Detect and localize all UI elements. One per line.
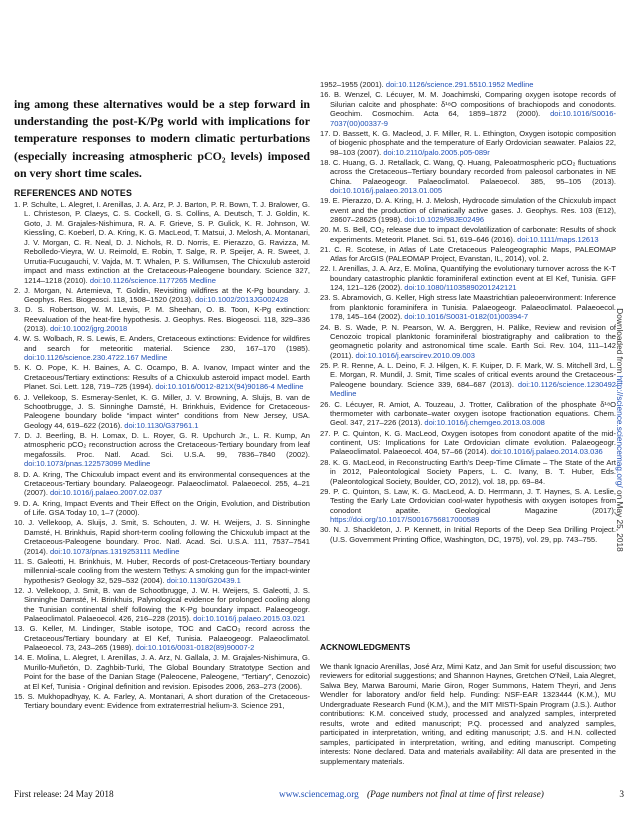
reference-doi-link[interactable]: doi:10.1130/G20439.1: [166, 575, 241, 585]
reference-text: 2. J. Morgan, N. Artemieva, T. Goldin, Revisiting wildfires at the K-Pg boundary. J. Geophys. Res. Biogeosci. 118, 1508–1520 (2013).: [14, 285, 310, 305]
reference-text: 7. D. J. Beerling, B. H. Lomax, D. L. Royer, G. R. Upchurch Jr., L. R. Kump, An atmospheric pCO₂ reconstruction across the Cretaceous-Tertiary boundary from leaf megafossils. Proc. Natl. Acad. Sci. U.S.A. 99, 7836–7840 (2002).: [14, 431, 310, 459]
reference-doi-link[interactable]: doi:10.1016/S0016-7037(00)00337-9: [330, 109, 616, 128]
references-heading: REFERENCES AND NOTES: [14, 188, 133, 198]
download-note-prefix: Downloaded from: [615, 308, 625, 376]
acknowledgments-text: We thank Ignacio Arenillas, José Arz, Mimi Katz, and Jan Smit for useful discussion; two reviewers for editorial suggestions; and Shannon Haynes, Gretchen O'Neil, Laia Alegret, Salwa Bey, Marwa Baroumi, Marie Giron, Roger Summons, Hatem Theyri, and Jens Wendler for laboratory and/or field help. Funding: NSF-EAR 1323444 (K.M.), MU Undergraduate Research Fund (K.M.), and the MIT MISTI-Spain Program (J.S.). Author contributions: K.M. conceived study, processed and analyzed samples, interpreted results, wrote and edited manuscript; P.Q. processed and analyzed samples, participated in interpretation, writing, and editing manuscript; J.S. and H.N. collected samples, participated in interpretation, writing, and editing manuscript. Competing interests: None declared. Data and materials availability: All data are presented in the supplementary materials.: [320, 662, 616, 766]
reference-doi-link[interactable]: doi:10.1016/S0031-0182(01)00394-7: [404, 312, 529, 322]
reference-item: [320, 487, 616, 525]
reference-text: 18. C. Huang, G. J. Retallack, C. Wang, Q. Huang, Paleoatmospheric pCO₂ fluctuations across the Cretaceous–Tertiary boundary recorded from paleosol carbonates in NE China. Palaeogeogr. Palaeoclimatol. Palaeoecol. 385, 95–105 (2013).: [320, 157, 616, 186]
references-list-right: [320, 80, 616, 545]
reference-item: [320, 429, 616, 457]
reference-text: 22. I. Arenillas, J. A. Arz, E. Molina, Quantifying the evolutionary turnover across the K-T boundary catastrophic planktic foraminiferal extinction event at El Kef, Tunisia. GFF 124, 121–126 (2002).: [320, 264, 616, 293]
reference-doi-link[interactable]: https://doi.org/10.1017/S0016756817000589: [330, 515, 480, 525]
reference-doi-link[interactable]: doi:10.1016/j.earscirev.2010.09.003: [355, 350, 475, 360]
reference-item: [320, 458, 616, 486]
reference-doi-link[interactable]: doi:10.1029/98JE02496: [404, 215, 485, 225]
reference-text: 24. B. S. Wade, P. N. Pearson, W. A. Berggren, H. Pälike, Review and revision of Cenozoic tropical planktonic foraminiferal biostratigraphy and calibration to the geomagnetic polarity and astronomical time scale. Earth Sci. Rev. 104, 111–142 (2011).: [320, 322, 616, 360]
reference-item: [320, 80, 616, 89]
reference-item: [320, 90, 616, 128]
reference-doi-link[interactable]: doi:10.1002/jgrg.20018: [50, 324, 128, 334]
acknowledgments-heading: ACKNOWLEDGMENTS: [320, 642, 411, 652]
reference-text: 6. J. Vellekoop, S. Esmeray-Senlet, K. G. Miller, J. V. Browning, A. Sluijs, B. van de Schootbrugge, J. S. Sinninghe Damsté, H. Brinkhuis, Evidence for Cretaceous-Paleogene boundary bolide “impact winter” conditions from New Jersey, USA. Geology 44, 619–622 (2016).: [14, 392, 310, 430]
reference-text: 8. D. A. Kring, The Chicxulub impact event and its environmental consequences at the Cretaceous-Tertiary boundary. Palaeogeogr. Palaeoclimatol. Palaeoecol. 255, 4–21 (2007).: [14, 469, 310, 498]
reference-item: [14, 518, 310, 556]
reference-item: [14, 393, 310, 431]
reference-item: [320, 400, 616, 428]
reference-doi-link[interactable]: doi:10.1073/pnas.122573099 Medline: [24, 459, 151, 469]
reference-item: [14, 305, 310, 333]
reference-item: [320, 264, 616, 292]
reference-text: 21. C. R. Scotese, in Atlas of Late Cretaceous Paleogeographic Maps, PALEOMAP Atlas for ArcGIS (PALEOMAP Project, Evanstan, IL, 2014), vol. 2.: [320, 244, 616, 264]
reference-text: 1. P. Schulte, L. Alegret, I. Arenillas, J. A. Arz, P. J. Barton, P. R. Bown, T. J. Bralower, G. L. Christeson, P. Claeys, C. S. Cockell, G. S. Collins, A. Deutsch, T. J. Goldin, K. Goto, J. M. Grajales-Nishimura, R. A. F. Grieve, S. P. Gulick, K. R. Johnson, W. Kiessling, C. Koeberl, D. A. Kring, K. G. MacLeod, T. Matsui, J. Melosh, A. Montanari, J. V. Morgan, C. R. Neal, D. J. Nichols, R. D. Norris, E. Pierazzo, G. Ravizza, M. Rebolledo-Vieyra, W. U. Reimold, E. Robin, T. Salge, R. P. Speijer, A. R. Sweet, J. Urrutia-Fucugauchi, V. Vajda, M. T. Whalen, P. S. Willumsen, The Chicxulub asteroid impact and mass extinction at the Cretaceous-Paleogene boundary. Science 327, 1214–1218 (2010).: [14, 200, 310, 285]
reference-text: 3. D. S. Robertson, W. M. Lewis, P. M. Sheehan, O. B. Toon, K-Pg extinction: Reevaluation of the heat-fire hypothesis. J. Geophys. Res. Biogeosci. 118, 329–336 (2013).: [14, 305, 310, 334]
references-list-left: [14, 200, 310, 711]
page-footer: [14, 790, 624, 802]
reference-item: [320, 293, 616, 321]
reference-text: 9. D. A. Kring, Impact Events and Their Effect on the Origin, Evolution, and Distribution of Life. GSA Today 10, 1–7 (2000).: [14, 498, 310, 517]
footer-page-number: 3: [619, 790, 624, 800]
reference-item: [14, 586, 310, 624]
reference-item: [320, 158, 616, 196]
reference-item: [14, 286, 310, 305]
reference-doi-link[interactable]: doi:10.1002/2013JG002428: [195, 295, 289, 305]
reference-doi-link[interactable]: doi:10.1126/science.230.4722.167 Medline: [24, 353, 168, 363]
reference-text: 16. B. Wenzel, C. Lécuyer, M. M. Joachimski, Comparing oxygen isotope records of Silurian calcite and phosphate: δ¹⁸O compositions of brachiopods and conodonts. Geochim. Cosmochim. Acta 64, 1859–1872 (2000).: [320, 90, 616, 119]
reference-text: 10. J. Vellekoop, A. Sluijs, J. Smit, S. Schouten, J. W. H. Weijers, J. S. Sinninghe Damsté, H. Brinkhuis, Rapid short-term cooling following the Chicxulub impact at the Cretaceous-Paleogene boundary. Proc. Natl. Acad. Sci. U.S.A. 111, 7537–7541 (2014).: [14, 518, 310, 556]
reference-doi-link[interactable]: doi:10.1111/maps.12613: [517, 234, 599, 244]
reference-item: [14, 692, 310, 711]
download-note-wrapper: [615, 308, 625, 552]
reference-text: 19. E. Pierazzo, D. A. Kring, H. J. Melosh, Hydrocode simulation of the Chicxulub impact event and the production of climatically active gases. J. Geophys. Res. 103 (E12), 28607–28625 (1998).: [320, 196, 616, 225]
reference-doi-link[interactable]: doi:10.1016/j.chemgeo.2013.03.008: [424, 418, 545, 428]
reference-text: 1952–1955 (2001).: [320, 80, 384, 89]
reference-doi-link[interactable]: doi:10.1126/science.1177265 Medline: [89, 275, 216, 285]
reference-item: [320, 361, 616, 399]
reference-item: [14, 499, 310, 518]
download-note-suffix: on May 25, 2018: [615, 487, 625, 552]
reference-doi-link[interactable]: doi:10.1016/0031-0182(89)90007-2: [135, 643, 255, 653]
download-note-link[interactable]: http://science.sciencemag.org/: [615, 375, 625, 488]
reference-item: [320, 323, 616, 361]
reference-text: 5. K. O. Pope, K. H. Baines, A. C. Ocampo, B. A. Ivanov, Impact winter and the Cretaceous/Tertiary extinctions: Results of a Chicxulub asteroid impact model. Earth Planet. Sci. Lett. 128, 719–725 (1994).: [14, 363, 310, 392]
reference-text: 17. D. Bassett, K. G. Macleod, J. F. Miller, R. L. Ethington, Oxygen isotopic composition of biogenic phosphate and the temperature of Early Ordovician seawater. Palaios 22, 98–103 (2007).: [320, 128, 616, 157]
reference-item: [320, 225, 616, 244]
reference-doi-link[interactable]: doi:10.1073/pnas.1319253111 Medline: [50, 546, 180, 556]
reference-text: 26. C. Lécuyer, R. Amiot, A. Touzeau, J. Trotter, Calibration of the phosphate δ¹⁸O thermometer with carbonate–water oxygen isotope fractionation equations. Chem. Geol. 347, 217–226 (2013).: [320, 399, 616, 428]
reference-doi-link[interactable]: doi:10.2110/palo.2005.p05-089r: [383, 147, 490, 157]
reference-text: 13. G. Keller, M. Lindinger, Stable isotope, TOC and CaCO₃ record across the Cretaceous/Tertiary boundary at El Kef, Tunisia. Palaeogeogr. Palaeoclimatol. Palaeoecol. 73, 243–265 (1989).: [14, 624, 310, 653]
footer-release-date: First release: 24 May 2018: [14, 790, 114, 800]
reference-doi-link[interactable]: doi:10.1016/j.palaeo.2015.03.021: [193, 614, 306, 624]
reference-text: 23. S. Abramovich, G. Keller, High stress late Maastrichtian paleoenvironment: Inference from planktonic foraminifera in Tunisia. Palaeogeogr. Palaeoclimatol. Palaeoecol. 178, 145–164 (2002).: [320, 293, 616, 322]
reference-text: 25. P. R. Renne, A. L. Deino, F. J. Hilgen, K. F. Kuiper, D. F. Mark, W. S. Mitchell 3rd, L. E. Morgan, R. Mundil, J. Smit, Time scales of critical events around the Cretaceous-Paleogene boundary. Science 339, 684–687 (2013).: [320, 361, 616, 389]
reference-text: 29. P. C. Quinton, S. Law, K. G. MacLeod, A. D. Herrmann, J. T. Haynes, S. A. Leslie, Testing the Early Late Ordovician cool-water hypothesis with oxygen isotopes from conodont apatite. Geological Magazine (2017);: [320, 486, 616, 515]
reference-text: 20. M. S. Bell, CO₂ release due to impact devolatilization of carbonate: Results of shock experiments. Meteorit. Planet. Sci. 51, 619–646 (2016).: [320, 225, 616, 244]
download-side-note: [614, 270, 626, 590]
reference-text: 15. S. Mukhopadhyay, K. A. Farley, A. Montanari, A short duration of the Cretaceous-Tertiary boundary event: Evidence from extraterrestrial helium-3. Science 291,: [14, 691, 310, 711]
reference-doi-link[interactable]: doi:10.1080/11035890201242121: [404, 283, 517, 293]
reference-item: [14, 431, 310, 469]
footer-page-note: (Page numbers not final at time of first release): [367, 790, 544, 800]
reference-text: 11. S. Galeotti, H. Brinkhuis, M. Huber, Records of post-Cretaceous-Tertiary boundary millennial-scale cooling from the western Tethys: A smoking gun for the impact-winter hypothesis? Geology 32, 529–532 (2004).: [14, 556, 310, 585]
reference-text: 30. N. J. Shackleton, J. P. Kennett, in Initial Reports of the Deep Sea Drilling Project. (U.S. Government Printing Office, Washington, DC, 1975), vol. 29, pp. 743–755.: [320, 525, 616, 544]
reference-doi-link[interactable]: doi:10.1016/j.palaeo.2014.03.036: [490, 447, 603, 457]
footer-url-link[interactable]: www.sciencemag.org: [279, 790, 359, 800]
reference-item: [320, 525, 616, 544]
reference-text: 12. J. Vellekoop, J. Smit, B. van de Schootbrugge, J. W. H. Weijers, S. Galeotti, J. S. Sinninghe Damsté, H. Brinkhuis, Palynological evidence for prolonged cooling along the Tunisian continental shelf following the K-Pg boundary impact. Palaeogeogr. Palaeoclimatol. Palaeoecol. 426, 216–228 (2015).: [14, 585, 310, 624]
reference-item: [14, 653, 310, 691]
reference-item: [14, 624, 310, 652]
reference-text: 27. P. C. Quinton, K. G. MacLeod, Oxygen isotopes from conodont apatite of the mid-continent, US: Implications for Late Ordovician climate evolution. Palaeogeogr. Palaeoclimatol. Palaeoecol. 404, 57–66 (2014).: [320, 428, 616, 457]
reference-doi-link[interactable]: doi:10.1016/0012-821X(94)90186-4 Medline: [155, 382, 304, 392]
reference-item: [14, 470, 310, 498]
reference-text: 14. E. Molina, L. Alegret, I. Arenillas, J. A. Arz, N. Gallala, J. M. Grajales-Nishimura, G. Murillo-Muñetón, D. Zaghbib-Turki, The Global Boundary Stratotype Section and Point for the base of the Danian Stage (Paleocene, Paleogene, “Tertiary”, Cenozoic) at El Kef, Tunisia - Original definition and revision. Episodes 2006, 263–273 (2006).: [14, 653, 310, 691]
reference-item: [320, 245, 616, 264]
reference-item: [14, 363, 310, 391]
reference-item: [320, 129, 616, 157]
reference-doi-link[interactable]: doi:10.1016/j.palaeo.2007.02.037: [50, 488, 163, 498]
reference-item: [14, 334, 310, 362]
reference-doi-link[interactable]: doi:10.1126/science.291.5510.1952 Medline: [385, 80, 534, 89]
intro-paragraph: ing among these alternatives would be a step forward in understanding the post-K/Pg world with implications for temperature responses to modern climatic perturbations (especially increasing atmospheric pCO₂ levels) imposed on very short time scales.: [14, 97, 310, 180]
reference-item: [14, 557, 310, 585]
reference-item: [14, 200, 310, 285]
reference-text: 28. K. G. MacLeod, in Reconstructing Earth's Deep-Time Climate – The State of the Art in 2012, Paleontological Society Papers, L. C. Ivany, B. T. Huber, Eds. (Paleontological Society, Boulder, CO, 2012), vol. 18, pp. 69–84.: [320, 457, 616, 486]
reference-doi-link[interactable]: doi:10.1016/j.palaeo.2013.01.005: [330, 186, 443, 196]
reference-item: [320, 196, 616, 224]
reference-doi-link[interactable]: doi:10.1130/G37961.1: [124, 420, 199, 430]
reference-doi-link[interactable]: doi:10.1126/science.1230492 Medline: [330, 379, 616, 399]
reference-text: 4. W. S. Wolbach, R. S. Lewis, E. Anders, Cretaceous extinctions: Evidence for wildfires and search for meteoritic material. Science 230, 167–170 (1985).: [14, 334, 310, 353]
